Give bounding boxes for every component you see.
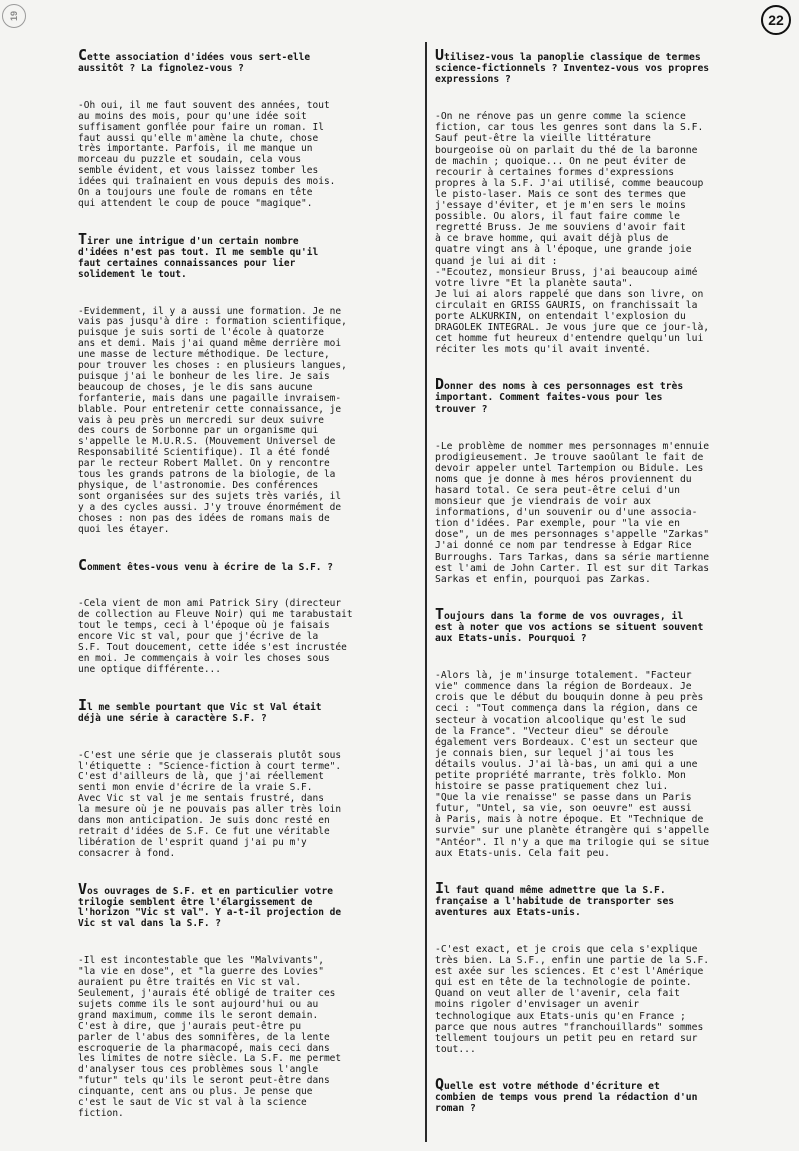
interview-question: Vos ouvrages de S.F. et en particulier votre trilogie semblent être l'élargissement de l'horizon "Vic st val". Y a-t-il projection de Vic st val dans la S.F. ?	[78, 879, 342, 930]
interview-question: Il faut quand même admettre que la S.F. française a l'habitude de transporter ses aventures aux Etats-unis.	[435, 878, 675, 918]
interview-question: Toujours dans la forme de vos ouvrages, il est à noter que vos actions se situent souvent aux Etats-unis. Pourquoi ?	[435, 604, 704, 645]
interview-answer: -Cela vient de mon ami Patrick Siry (directeur de collection au Fleuve Noir) qui me tarabustait tout le temps, ceci à l'époque où je faisais encore Vic st val, pour que j'écrive de la S.F. Tout doucement, cette idée s'est incrustée en moi. Je commençais à voir les choses sous une optique différente...	[78, 598, 353, 675]
interview-answer: -C'est une série que je classerais plutôt sous l'étiquette : "Science-fiction à court terme". C'est d'ailleurs de là, que j'ai réellement senti mon envie d'écrire de la vraie S.F. Avec Vic st val je me sentais frustré, dans la mesure où je ne pouvais pas aller très loin dans mon anticipation. Je suis donc resté en retrait d'idées de S.F. Ce fut une véritable libération de l'esprit quand j'ai pu m'y consacrer à fond.	[78, 749, 342, 859]
interview-answer: -On ne rénove pas un genre comme la science fiction, car tous les genres sont dans la S.F. Sauf peut-être la vieille littérature bourgeoise où on parlait du thé de la baronne de machin ; quoique... On ne peut éviter de recourir à certaines formes d'expressions propres à la S.F. J'ai utilisé, comme beaucoup le pisto-laser. Mais ce sont des termes que j'essaye d'éviter, et je m'en sers le moins possible. Ou alors, il faut faire comme le regretté Bruss. Je me souviens d'avoir fait à ce brave homme, qui avait déjà plus de quatre vingt ans à l'époque, une grande joie quand je lui ai dit : -"Ecoutez, monsieur Bruss, j'ai beaucoup aimé votre livre "Et la planète sauta". Je lui ai alors rappelé que dans son livre, on circulait en GRISS GAURIS, on franchissait la porte ALKURKIN, on entendait l'explosion du DRAGOLEK INTEGRAL. Je vous jure que ce jour-là, cet homme fut heureux d'entendre quelqu'un lui réciter les mots qu'il avait inventé.	[435, 111, 710, 356]
interview-question: Donner des noms à ces personnages est très important. Comment faites-vous pour les trouver ?	[435, 375, 684, 415]
interview-answer: -Il est incontestable que les "Malvivants", "la vie en dose", et "la guerre des Lovies" auraient pu être traités en Vic st val. Seulement, j'aurais été obligé de traiter ces sujets comme ils le sont aujourd'hui ou au grand maximum, comme ils le seront demain. C'est à dire, que j'aurais peut-être pu parler de l'abus des somnifères, de la lente escroquerie de la pharmacopé, mais ceci dans les limites de notre siècle. La S.F. me permet d'analyser tous ces problèmes sous l'angle "futur" tels qu'ils le seront peut-être dans cinquante, cent ans ou plus. Je pense que c'est le saut de Vic st val à la science fiction.	[78, 955, 342, 1119]
page-number-badge: 22	[761, 5, 791, 35]
interview-answer: -C'est exact, et je crois que cela s'explique très bien. La S.F., enfin une partie de la S.F. est axée sur les sciences. Et c'est l'Amérique qui est en tête de la technologie de pointe. Quand on veut aller de l'avenir, cela fait moins rigoler d'envisager un avenir technologique aux Etats-unis qu'en France ; parce que nous autres "franchouillards" sommes tellement toujours un petit peu en retard sur tout...	[435, 944, 710, 1055]
interview-question: Il me semble pourtant que Vic st Val était déjà une série à caractère S.F. ?	[78, 695, 322, 724]
interview-question: Utilisez-vous la panoplie classique de termes science-fictionnels ? Inventez-vous vos propres expressions ?	[435, 46, 710, 86]
interview-question: Cette association d'idées vous sert-elle aussitôt ? La fignolez-vous ?	[78, 46, 311, 74]
interview-answer: -Alors là, je m'insurge totalement. "Facteur vie" commence dans la région de Bordeaux. Je crois que le début du bouquin donne à peu près ceci : "Tout commença dans la région, dans ce secteur à vocation alcoolique qu'est le sud de la France". "Vecteur dieu" se déroule également vers Bordeaux. C'est un secteur que je connais bien, sur lequel j'ai tous les détails voulus. J'ai là-bas, un ami qui a une petite propriété marrante, très folklo. Mon histoire se passe pratiquement chez lui. "Que la vie renaisse" se passe dans un Paris futur, "Untel, sa vie, son oeuvre" est aussi à Paris, mais à notre époque. Et "Technique de survie" sur une planète étrangère qui s'appelle "Antéor". Il n'y a que ma trilogie qui se situe aux Etats-unis. Cela fait peu.	[435, 670, 710, 859]
interview-question: Tirer une intrigue d'un certain nombre d'idées n'est pas tout. Il me semble qu'il faut certaines connaissances pour lier solidement le tout.	[78, 229, 319, 280]
right-column	[435, 46, 780, 1140]
margin-page-stamp: 19	[2, 4, 26, 28]
interview-answer: -Evidemment, il y a aussi une formation. Je ne vais pas jusqu'à dire : formation scientifique, puisque je suis sorti de l'école à quatorze ans et demi. Mais j'ai quand même derrière moi une masse de lecture méthodique. De lecture, pour trouver les choses : en plusieurs langues, puisque j'ai le bonheur de les lire. Je sais beaucoup de choses, je le dis sans aucune forfanterie, mais dans une pagaille invraisem- blable. Pour entretenir cette connaissance, je vais à peu près un mercredi sur deux suivre des cours de Sorbonne par un organisme qui s'appelle le M.U.R.S. (Mouvement Universel de Responsabilité Scientifique). Il a été fondé par le recteur Robert Mallet. On y rencontre tous les grands patrons de la biologie, de la physique, de l'astronomie. Des conférences sont organisées sur des sujets très variés, il y a des cycles aussi. J'y trouve énormément de choses : non pas des idées de romans mais de quoi les étayer.	[78, 305, 347, 535]
column-divider	[425, 42, 427, 1142]
interview-answer: -Oh oui, il me faut souvent des années, tout au moins des mois, pour qu'une idée soit suffisament gonflée pour faire un roman. Il faut aussi qu'elle m'amène la chute, chose très importante. Parfois, il me manque un morceau du puzzle et soudain, cela vous semble évident, et vous laissez tomber les idées qui traînaient en vous depuis des mois. On a toujours une foule de romans en tête qui attendent le coup de pouce "magique".	[78, 99, 336, 209]
interview-question: Quelle est votre méthode d'écriture et combien de temps vous prend la rédaction d'un roman ?	[435, 1074, 698, 1115]
left-column	[78, 46, 423, 1144]
interview-question: Comment êtes-vous venu à écrire de la S.F. ?	[78, 555, 333, 574]
interview-answer: -Le problème de nommer mes personnages m'ennuie prodigieusement. Je trouve saoûlant le fait de devoir appeler untel Tartempion ou Bidule. Les noms que je donne à mes héros proviennent du hasard total. Ce sera peut-être celui d'un monsieur que je viendrais de voir aux informations, d'un souvenir ou d'une associa- tion d'idées. Par exemple, pour "la vie en dose", un de mes personnages s'appelle "Zarkas" J'ai donné ce nom par tendresse à Edgar Rice Burroughs. Tars Tarkas, dans sa série martienne est l'ami de John Carter. Il est sur dit Tarkas Sarkas et enfin, pourquoi pas Zarkas.	[435, 440, 710, 585]
